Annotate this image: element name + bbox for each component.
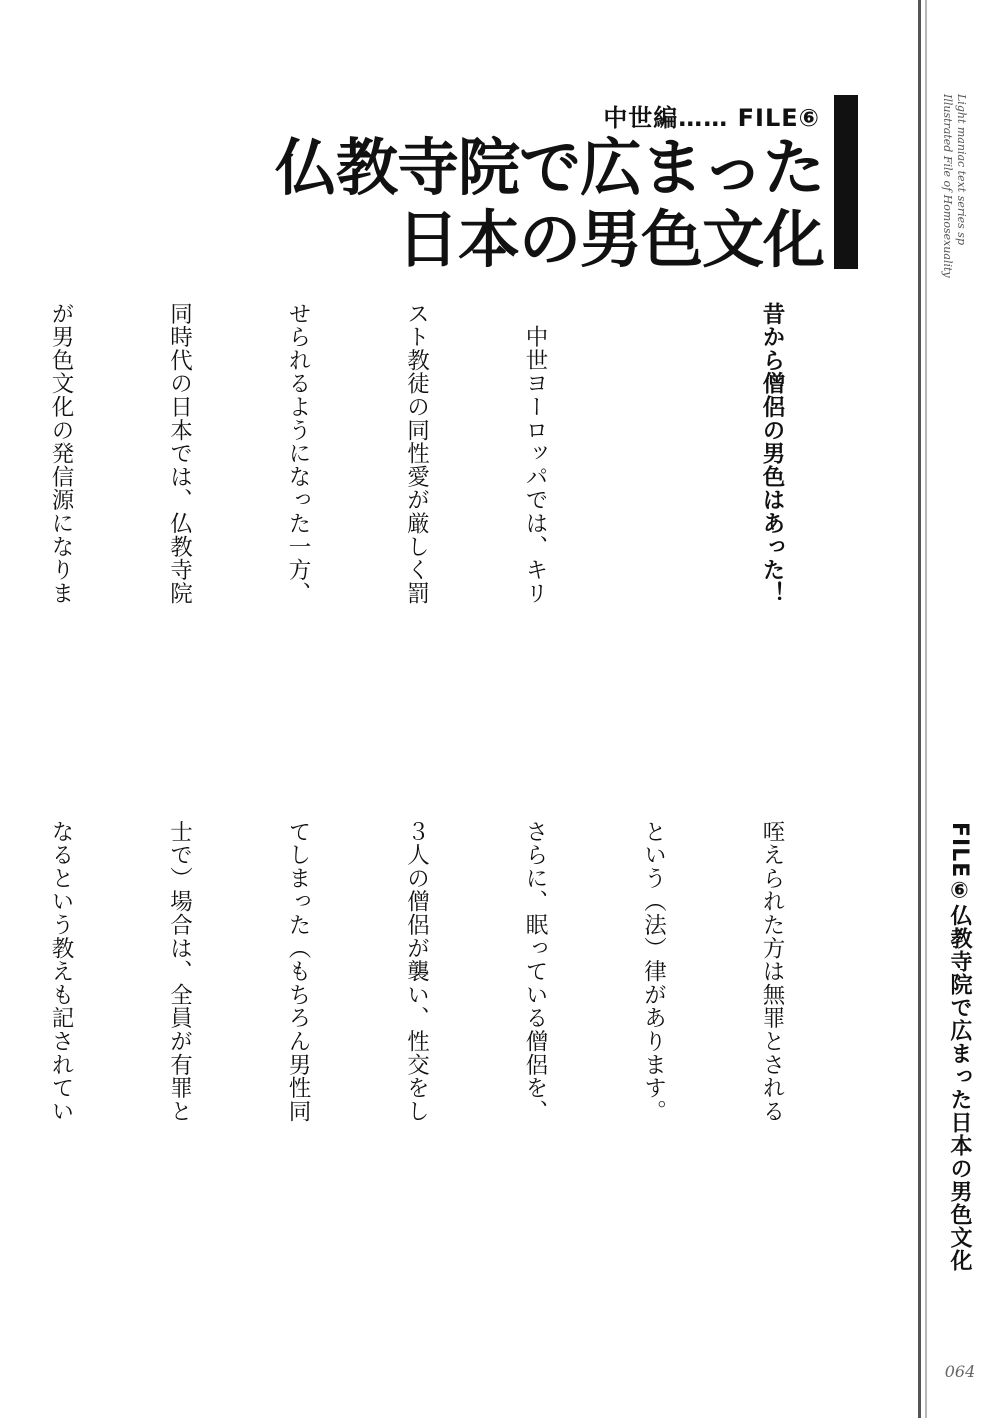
page-number: 064 <box>944 1362 976 1381</box>
title-accent-bar <box>834 95 858 269</box>
body-text-lower <box>48 820 870 1320</box>
body-text-upper <box>48 302 870 632</box>
running-head: FILE⑥仏教寺院で広まった日本の男色文化 <box>947 822 972 1273</box>
column-spacer <box>633 302 673 632</box>
text-column: せられるようになった一方、 <box>285 302 311 605</box>
series-caption-line-2: Illustrated File of Homosexuality <box>941 94 954 278</box>
series-caption-line-1: Light maniac text series sp <box>955 94 968 245</box>
text-column: スト教徒の同性愛が厳しく罰 <box>403 302 430 605</box>
margin-rule-light <box>925 0 927 1418</box>
page-title <box>275 132 824 276</box>
section-heading: 昔から僧侶の男色はあった！ <box>759 302 785 605</box>
text-column: が男色文化の発信源になりま <box>48 302 74 605</box>
series-caption <box>940 94 968 278</box>
series-kicker: 中世編…… FILE⑥ <box>603 104 820 132</box>
text-column: 士で）場合は、全員が有罪と <box>166 820 193 1123</box>
text-column: 中世ヨーロッパでは、キリ <box>522 302 548 605</box>
margin-rule-dark <box>918 0 921 1418</box>
title-line-1: 仏教寺院で広まった <box>274 131 824 204</box>
text-column: ３人の僧侶が襲い、性交をし <box>403 820 430 1123</box>
text-column: 咥えられた方は無罪とされる <box>759 820 785 1123</box>
text-column: という（法）律があります。 <box>640 820 667 1123</box>
text-column: さらに、眠っている僧侶を、 <box>522 820 548 1123</box>
title-block <box>0 0 1000 300</box>
text-column: てしまった（もちろん男性同 <box>285 820 311 1123</box>
text-column: 同時代の日本では、仏教寺院 <box>166 302 193 605</box>
title-line-2: 日本の男色文化 <box>396 203 824 276</box>
text-column: なるという教えも記されてい <box>48 820 74 1123</box>
